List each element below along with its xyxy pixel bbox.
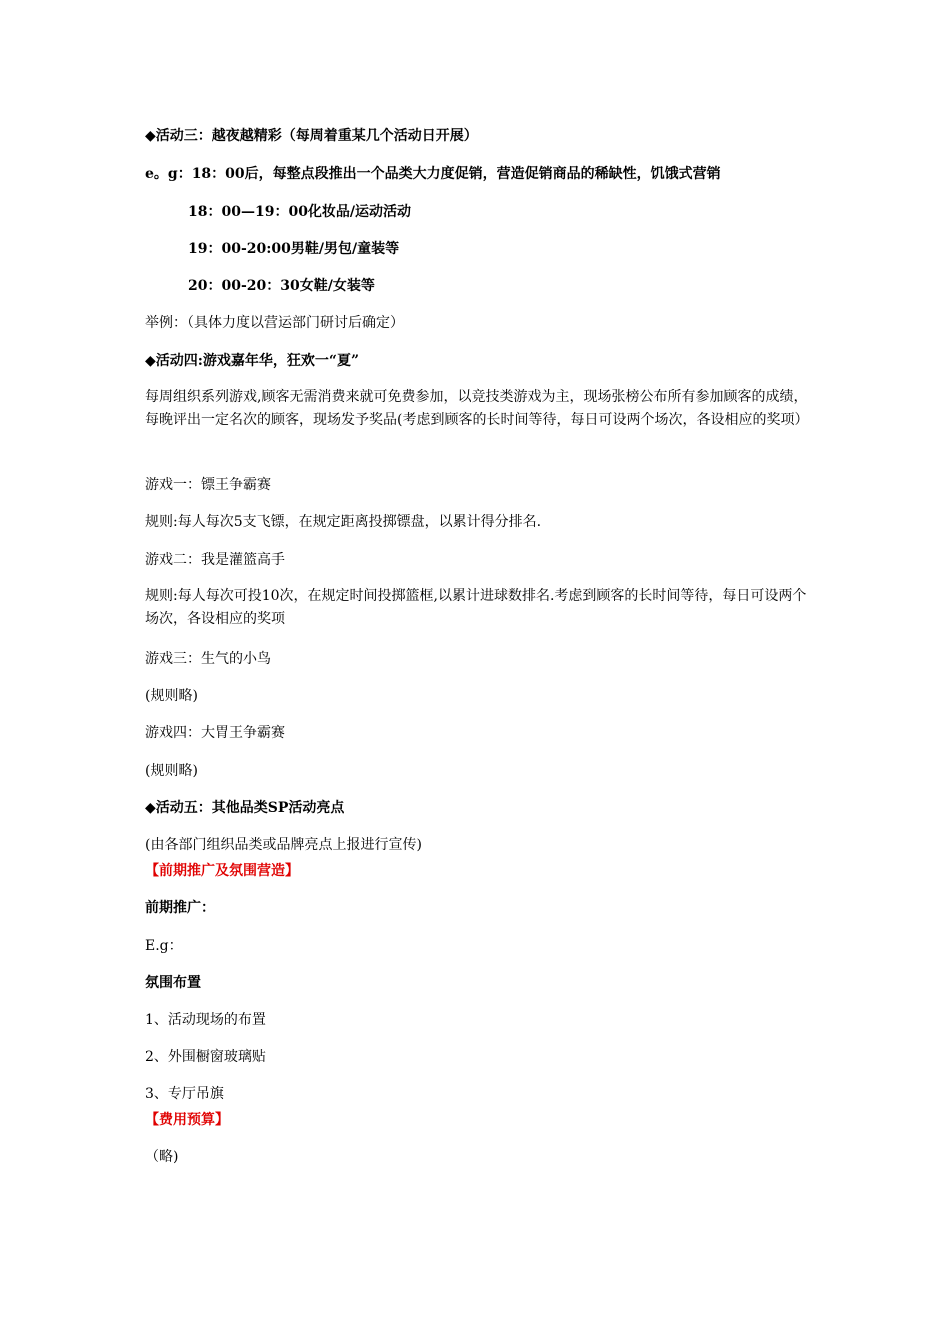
game2-rule: 规则:每人每次可投10次，在规定时间投掷篮框,以累计进球数排名.考虑到顾客的长时间等待，每日可设两个场次，各设相应的奖项	[145, 588, 807, 627]
game3-title: 游戏三：生气的小鸟	[145, 651, 271, 667]
budget-section-title: 【费用预算】	[145, 1112, 229, 1128]
atmosphere-title: 氛围布置	[145, 975, 201, 991]
activity3-slot-3: 20：00-20：30女鞋/女装等	[188, 278, 375, 294]
activity3-slot-1: 18：00—19：00化妆品/运动活动	[188, 204, 412, 220]
activity5-note: (由各部门组织品类或品牌亮点上报进行宣传)	[145, 837, 422, 853]
activity4-intro: 每周组织系列游戏,顾客无需消费来就可免费参加，以竞技类游戏为主，现场张榜公布所有参加顾客的成绩，每晚评出一定名次的顾客，现场发予奖品(考虑到顾客的长时间等待，每日可设两个场次，各设相应的奖项）	[145, 389, 809, 428]
activity3-note: 举例：（具体力度以营运部门研讨后确定）	[145, 315, 404, 331]
atmosphere-item-2: 2、外围橱窗玻璃贴	[145, 1049, 266, 1065]
activity3-slot-2: 19：00-20:00男鞋/男包/童装等	[188, 241, 400, 257]
activity5-heading: ◆活动五：其他品类SP活动亮点	[145, 800, 345, 816]
game4-rule: (规则略)	[145, 763, 198, 779]
game3-rule: (规则略)	[145, 688, 198, 704]
pre-promotion-title: 前期推广：	[145, 900, 215, 916]
atmosphere-item-1: 1、活动现场的布置	[145, 1012, 266, 1028]
promotion-section-title: 【前期推广及氛围营造】	[145, 863, 299, 879]
game4-title: 游戏四：大胃王争霸赛	[145, 725, 285, 741]
game2-title: 游戏二：我是灌篮高手	[145, 552, 285, 568]
atmosphere-item-3: 3、专厅吊旗	[145, 1086, 224, 1102]
game1-title: 游戏一：镖王争霸赛	[145, 477, 271, 493]
activity3-heading: ◆活动三：越夜越精彩（每周着重某几个活动日开展）	[145, 128, 478, 144]
activity3-eg: e。g：18：00后，每整点段推出一个品类大力度促销，营造促销商品的稀缺性，饥饿式营销	[145, 166, 721, 182]
activity4-heading: ◆活动四:游戏嘉年华，狂欢一“夏”	[145, 353, 360, 369]
game1-rule: 规则:每人每次5支飞镖，在规定距离投掷镖盘，以累计得分排名.	[145, 514, 542, 530]
pre-promotion-eg: E.g：	[145, 938, 183, 954]
budget-content: （略)	[145, 1149, 179, 1165]
